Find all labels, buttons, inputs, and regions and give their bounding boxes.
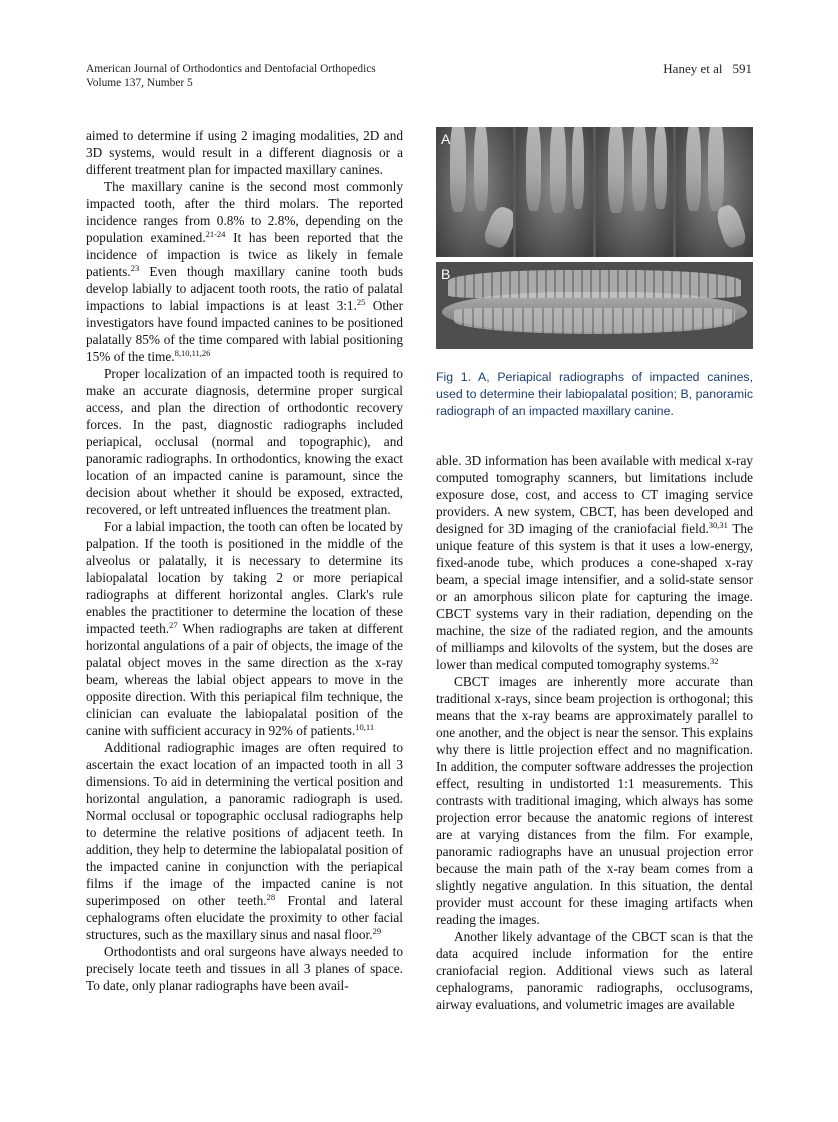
running-header-page	[663, 62, 752, 76]
paragraph: able. 3D information has been available with medical x-ray computed tomography scanners, but limitations include exposure dose, cost, and access to CT imaging service providers. A new system, CBCT, has been developed and designed for 3D imaging of the craniofacial field.$^{30,31}$ The unique feature of this system is that it uses a low-energy, fixed-anode tube, which produces a cone-shaped x-ray beam, a special image intensifier, and a solid-state sensor or an amorphous silicon plate for capturing the image. CBCT systems vary in their radiation, depending on the machine, the size of the radiated region, and the amounts of milliamps and kilovolts of the system, but the doses are lower than medical computed tomography systems.$^{32}$	[436, 453, 753, 672]
citation: 28	[266, 892, 276, 902]
panel-label-b: B	[441, 266, 451, 282]
left-column	[86, 127, 403, 994]
page-number: 591	[732, 61, 752, 76]
citation: 32	[710, 656, 719, 666]
running-authors: Haney et al	[663, 61, 723, 76]
figure-caption: Fig 1. A, Periapical radiographs of impacted canines, used to determine their labiopalatal position; B, panoramic radiograph of an impacted maxillary canine.	[436, 370, 753, 418]
periapical-radiographs-image	[436, 127, 753, 257]
citation: 10,11	[355, 722, 375, 732]
paragraph: CBCT images are inherently more accurate than traditional x-rays, since beam projection is orthogonal; this means that the x-ray beams are approximately parallel to one another, and the object is near the sensor. This explains why there is little projection effect and no magnification. In addition, the computer software addresses the projection effect, resulting in undistorted 1:1 measurements. This contrasts with traditional imaging, which always has some projection error because the anatomic regions of interest are at varying distances from the film. For example, panoramic radiographs have an unusual projection error because the main path of the x-ray beam comes from a slightly negative angulation. In this situation, the dental provider must account for these imaging artifacts when reading the images.	[436, 674, 753, 927]
paragraph: Additional radiographic images are often required to ascertain the exact location of an impacted tooth in all 3 dimensions. To aid in determining the vertical position and horizontal angulation, a panoramic radiograph is used. Normal occlusal or topographic occlusal radiographs help to determine the relative positions of adjacent teeth. In addition, they help to determine the labiopalatal position of the impacted canine in conjunction with the periapical films if the image of the impacted canine is not superimposed on other teeth.$^{28}$ Frontal and lateral cephalograms often elucidate the proximity to other facial structures, such as the maxillary sinus and nasal floor.$^{29}$	[86, 740, 403, 942]
panel-label-a: A	[441, 131, 451, 147]
paragraph: aimed to determine if using 2 imaging modalities, 2D and 3D systems, would result in a different diagnosis or a different treatment plan for impacted maxillary canines.	[86, 128, 403, 177]
paragraph: For a labial impaction, the tooth can often be located by palpation. If the tooth is positioned in the middle of the alveolus or palatally, it is necessary to determine its labiopalatal location by taking 2 or more periapical radiographs at different horizontal angles. Clark's rule enables the practitioner to determine the location of these impacted teeth.$^{27}$ When radiographs are taken at different horizontal angulations of a pair of objects, the image of the palatal object moves in the same direction as the x-ray beam, whereas the labial object appears to move in the opposite direction. With this periapical film technique, the clinician can evaluate the labiopalatal position of the canine with sufficient accuracy in 92% of patients.$^{10,11}$	[86, 519, 403, 738]
running-header-journal	[86, 62, 376, 90]
panoramic-radiograph-image	[436, 262, 753, 349]
paragraph: Orthodontists and oral surgeons have always needed to precisely locate teeth and tissues in all 3 planes of space. To date, only planar radiographs have been avail-	[86, 944, 403, 993]
radiograph-film	[596, 127, 673, 257]
journal-title: American Journal of Orthodontics and Dentofacial Orthopedics	[86, 63, 376, 75]
citation: 23	[130, 263, 140, 273]
citation: 27	[169, 620, 178, 630]
paragraph: Proper localization of an impacted tooth is required to make an accurate diagnosis, determine proper surgical access, and plan the direction of orthodontic recovery forces. In the past, diagnostic radiographs included periapical, occlusal (normal and topographic), and panoramic radiographs. In orthodontics, knowing the exact location of an impacted canine is paramount, since the decision about whether it should be exposed, extracted, recovered, or left untreated influences the treatment plan.	[86, 366, 403, 517]
radiograph-film	[516, 127, 593, 257]
paragraph: Another likely advantage of the CBCT scan is that the data acquired include information for the entire craniofacial region. Additional views such as lateral cephalograms, panoramic radiographs, occlusograms, airway evaluations, and volumetric images are available	[436, 929, 753, 1012]
citation: 8,10,11,26	[174, 348, 211, 358]
right-column	[436, 452, 753, 1013]
citation: 25	[356, 297, 366, 307]
figure-1	[436, 127, 753, 420]
citation: 30,31	[708, 520, 728, 530]
citation: 29	[372, 926, 382, 936]
radiograph-film	[676, 127, 753, 257]
journal-volume: Volume 137, Number 5	[86, 77, 193, 89]
citation: 21-24	[205, 229, 226, 239]
paragraph: The maxillary canine is the second most commonly impacted tooth, after the third molars. The reported incidence ranges from 0.8% to 2.8%, depending on the population examined.$^{21-24}$ It has been reported that the incidence of impaction is twice as likely in female patients.$^{23}$ Even though maxillary canine tooth buds develop labially to adjacent tooth roots, the ratio of palatal impactions to labial impactions is at least 3:1.25 Other investigators have found impacted canines to be positioned palatally 85% of the time compared with labial positioning 15% of the time.$^{8,10,11,26}$	[86, 179, 403, 364]
